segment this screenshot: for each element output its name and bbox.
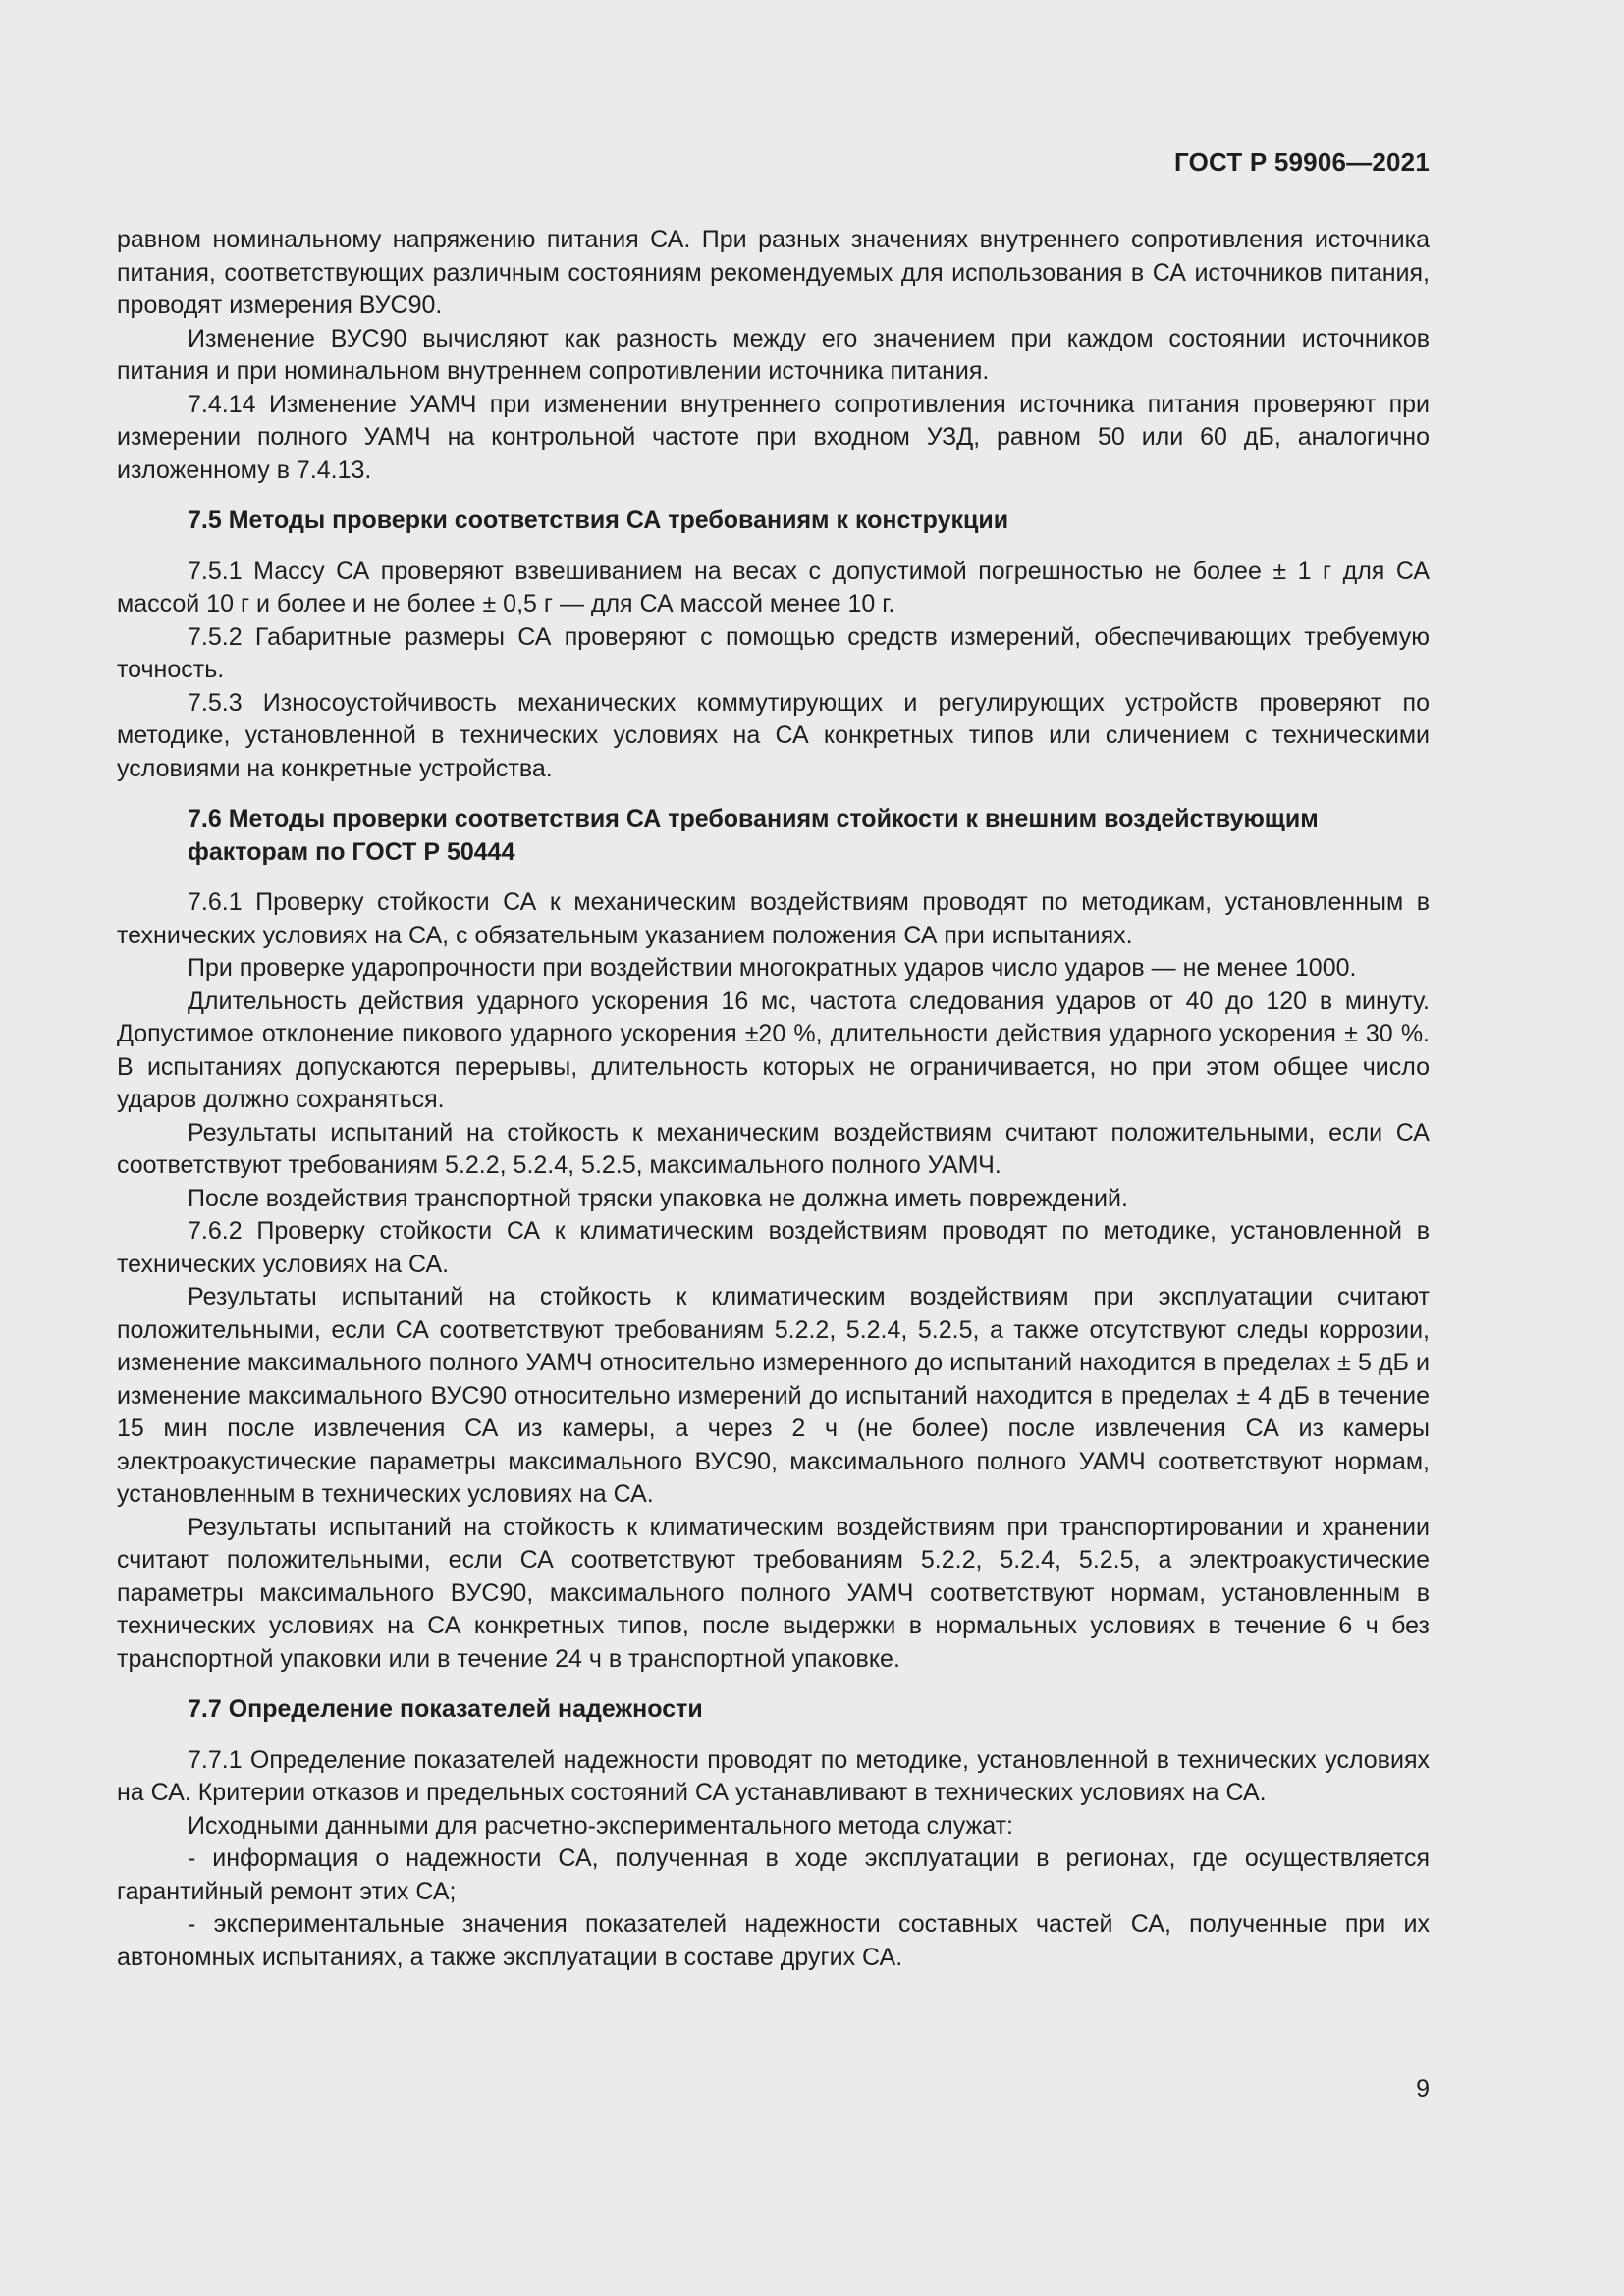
paragraph: Исходными данными для расчетно-экспериментального метода служат:: [188, 1811, 1014, 1840]
section-heading-7-7: 7.7 Определение показателей надежности: [188, 1695, 703, 1723]
paragraph-7-6-2: 7.6.2 Проверку стойкости СА к климатическим воздействиям проводят по методике, установленной в технических условиях на СА.: [117, 1217, 1430, 1278]
paragraph-7-5-3: 7.5.3 Износоустойчивость механических коммутирующих и регулирующих устройств проверяют по методике, установленной в технических условиях на СА конкретных типов или сличением с техническими условиями на конкретные устройства.: [117, 688, 1430, 782]
paragraph: Изменение ВУС90 вычисляют как разность между его значением при каждом состоянии источников питания и при номинальном внутреннем сопротивлении источника питания.: [117, 324, 1430, 385]
paragraph: Результаты испытаний на стойкость к климатическим воздействиям при транспортировании и хранении считают положительными, если СА соответствуют требованиям 5.2.2, 5.2.4, 5.2.5, а электроакустические параметры максимального ВУС90, максимального полного УАМЧ соответствуют нормам, установленным в технических условиях на СА конкретных типов, после выдержки в нормальных условиях в течение 6 ч без транспортной упаковки или в течение 24 ч в транспортной упаковке.: [117, 1513, 1430, 1673]
paragraph-7-5-2: 7.5.2 Габаритные размеры СА проверяют с помощью средств измерений, обеспечивающих требуемую точность.: [117, 622, 1430, 683]
section-heading-7-6: 7.6 Методы проверки соответствия СА требованиям стойкости к внешним воздействующим факторам по ГОСТ Р 50444: [188, 805, 1319, 866]
list-item: - информация о надежности СА, полученная в ходе эксплуатации в регионах, где осуществляется гарантийный ремонт этих СА;: [117, 1844, 1430, 1905]
paragraph: Результаты испытаний на стойкость к климатическим воздействиям при эксплуатации считают положительными, если СА соответствуют требованиям 5.2.2, 5.2.4, 5.2.5, а также отсутствуют следы коррозии, изменение максимального полного УАМЧ относительно измеренного до испытаний находится в пределах ± 5 дБ и изменение максимального ВУС90 относительно измерений до испытаний находится в пределах ± 4 дБ в течение 15 мин после извлечения СА из камеры, а через 2 ч (не более) после извлечения СА из камеры электроакустические параметры максимального ВУС90, максимального полного УАМЧ соответствуют нормам, установленным в технических условиях на СА.: [117, 1283, 1430, 1508]
section-heading-7-5: 7.5 Методы проверки соответствия СА требованиям к конструкции: [188, 507, 1009, 534]
paragraph: После воздействия транспортной тряски упаковка не должна иметь повреждений.: [188, 1184, 1128, 1212]
paragraph-7-5-1: 7.5.1 Массу СА проверяют взвешиванием на весах с допустимой погрешностью не более ± 1 г для СА массой 10 г и более и не более ± 0,5 г — для СА массой менее 10 г.: [117, 557, 1430, 617]
paragraph: При проверке ударопрочности при воздействии многократных ударов число ударов — не менее 1000.: [188, 954, 1357, 982]
list-item: - экспериментальные значения показателей надежности составных частей СА, полученные при их автономных испытаниях, а также эксплуатации в составе других СА.: [117, 1910, 1430, 1971]
page-number: 9: [1416, 2075, 1430, 2103]
paragraph: Длительность действия ударного ускорения 16 мс, частота следования ударов от 40 до 120 в минуту. Допустимое отклонение пикового ударного ускорения ±20 %, длительности действия ударного ускорения ± 30 %. В испытаниях допускаются перерывы, длительность которых не ограничивается, но при этом общее число ударов должно сохраняться.: [117, 987, 1430, 1113]
document-body: [117, 224, 1430, 1974]
paragraph-7-6-1: 7.6.1 Проверку стойкости СА к механическим воздействиям проводят по методикам, установленным в технических условиях на СА, с обязательным указанием положения СА при испытаниях.: [117, 888, 1430, 949]
paragraph-7-4-14: 7.4.14 Изменение УАМЧ при изменении внутреннего сопротивления источника питания проверяют при измерении полного УАМЧ на контрольной частоте при входном УЗД, равном 50 или 60 дБ, аналогично изложенному в 7.4.13.: [117, 390, 1430, 484]
paragraph: равном номинальному напряжению питания СА. При разных значениях внутреннего сопротивления источника питания, соответствующих различным состояниям рекомендуемых для использования в СА источников питания, проводят измерения ВУС90.: [117, 226, 1430, 319]
document-header: ГОСТ Р 59906—2021: [1174, 147, 1430, 177]
paragraph-7-7-1: 7.7.1 Определение показателей надежности проводят по методике, установленной в технических условиях на СА. Критерии отказов и предельных состояний СА устанавливают в технических условиях на СА.: [117, 1745, 1430, 1806]
paragraph: Результаты испытаний на стойкость к механическим воздействиям считают положительными, если СА соответствуют требованиям 5.2.2, 5.2.4, 5.2.5, максимального полного УАМЧ.: [117, 1118, 1430, 1179]
